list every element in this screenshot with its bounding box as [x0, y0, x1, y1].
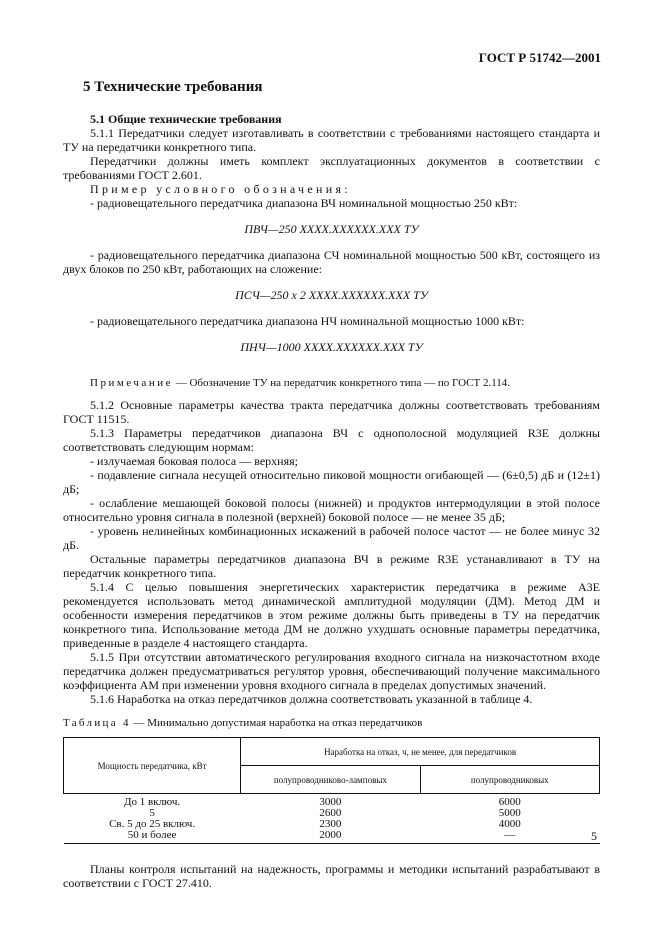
header-power: Мощность передатчика, кВт [64, 738, 241, 794]
table-caption-text: — Минимально допустимая наработка на отказ передатчиков [130, 717, 423, 729]
cell-semi: 6000 [498, 796, 521, 808]
page-content [63, 74, 600, 890]
paragraph-5-1-2: 5.1.2 Основные параметры качества тракта передатчика должны соответствовать требованиям ГОСТ 11515. [63, 398, 600, 426]
header-semi: полупроводниковых [420, 766, 599, 794]
subsection-title: 5.1 Общие технические требования [90, 112, 282, 126]
paragraph-5-1-6: 5.1.6 Наработка на отказ передатчиков должна соответствовать указанной в таблице 4. [90, 692, 533, 706]
header-tube: полупроводниково-ламповых [241, 766, 420, 794]
table-row [64, 830, 600, 844]
cell-power: 5 [149, 807, 155, 819]
example-lf: - радиовещательного передатчика диапазона НЧ номинальной мощностью 1000 кВт: [90, 314, 525, 328]
page-number: 5 [591, 829, 597, 843]
cell-power: Св. 5 до 25 включ. [109, 818, 196, 830]
example-label [63, 182, 600, 196]
paragraph-5-1-5: 5.1.5 При отсутствии автоматического регулирования входного сигнала на низкочастотном входе передатчика должен предусматриваться регулятор уровня, обеспечивающий получение максимального коэффициента АМ при изменении уровня входного сигнала в пределах допустимых значений. [63, 650, 600, 692]
note-text: — Обозначение ТУ на передатчик конкретного типа — по ГОСТ 2.114. [172, 377, 511, 389]
final-paragraph: Планы контроля испытаний на надежность, программы и методики испытаний разрабатывают в соответствии с ГОСТ 27.410. [63, 862, 600, 890]
cell-tube: 2300 [319, 818, 342, 830]
example-mf: - радиовещательного передатчика диапазона СЧ номинальной мощностью 500 кВт, состоящего из двух блоков по 250 кВт, работающих на сложение: [63, 248, 600, 276]
table-caption-label: Таблица 4 [63, 717, 131, 729]
table-caption [63, 716, 600, 730]
formula-lf: ПНЧ—1000 ХХХХ.ХХХХХХ.ХХХ ТУ [240, 340, 423, 354]
note [90, 376, 600, 390]
cell-tube: 2600 [319, 807, 342, 819]
formula-mf: ПСЧ—250 х 2 ХХХХ.ХХХХХХ.ХХХ ТУ [235, 288, 428, 302]
standard-header: ГОСТ Р 51742—2001 [478, 50, 601, 65]
table-row [64, 794, 600, 809]
paragraph-5-1-1-docs: Передатчики должны иметь комплект эксплуатационных документов в соответствии с требованиями ГОСТ 2.601. [63, 154, 600, 182]
norm-item: - излучаемая боковая полоса — верхняя; [90, 454, 298, 468]
cell-tube: 2000 [241, 830, 420, 844]
paragraph-5-1-4: 5.1.4 С целью повышения энергетических характеристик передатчика в режиме А3Е рекомендуется использовать метод динамической амплитудной модуляции (ДМ). Метод ДМ и особенности измерения передатчиков в этом режиме должны быть приведены в ТУ на передатчик конкретного типа. Использование метода ДМ не должно ухудшать основные параметры передатчика, приведенные в разделе 4 настоящего стандарта. [63, 580, 600, 650]
example-hf: - радиовещательного передатчика диапазона ВЧ номинальной мощностью 250 кВт: [90, 196, 518, 210]
reliability-table [63, 737, 600, 844]
note-label: Примечание [90, 377, 173, 389]
paragraph-5-1-3: 5.1.3 Параметры передатчиков диапазона ВЧ с однополосной модуляцией R3E должны соответствовать следующим нормам: [63, 426, 600, 454]
norm-item: - подавление сигнала несущей относительно пиковой мощности огибающей — (6±0,5) дБ и (12±1) дБ; [63, 468, 600, 496]
norm-item: - ослабление мешающей боковой полосы (нижней) и продуктов интермодуляции в этой полосе относительно уровня сигнала в полезной (верхней) боковой полосе — не менее 35 дБ; [63, 496, 600, 524]
norm-item: - уровень нелинейных комбинационных искажений в рабочей полосе частот — не более минус 32 дБ. [63, 524, 600, 552]
header-group: Наработка на отказ, ч, не менее, для передатчиков [241, 738, 600, 766]
cell-semi: 5000 [498, 807, 521, 819]
cell-semi: — [420, 830, 599, 844]
example-label-text: Пример условного обозначения: [90, 182, 351, 196]
cell-tube: 3000 [319, 796, 342, 808]
paragraph-5-1-3-other: Остальные параметры передатчиков диапазона ВЧ в режиме R3E устанавливают в ТУ на передатчик конкретного типа. [63, 552, 600, 580]
section-title: 5 Технические требования [83, 79, 263, 95]
cell-power: До 1 включ. [124, 796, 181, 808]
paragraph-5-1-1: 5.1.1 Передатчики следует изготавливать в соответствии с требованиями настоящего стандарта и ТУ на передатчики конкретного типа. [63, 126, 600, 154]
cell-semi: 4000 [498, 818, 521, 830]
cell-power: 50 и более [64, 830, 241, 844]
formula-hf: ПВЧ—250 ХХХХ.ХХХХХХ.ХХХ ТУ [244, 222, 419, 236]
